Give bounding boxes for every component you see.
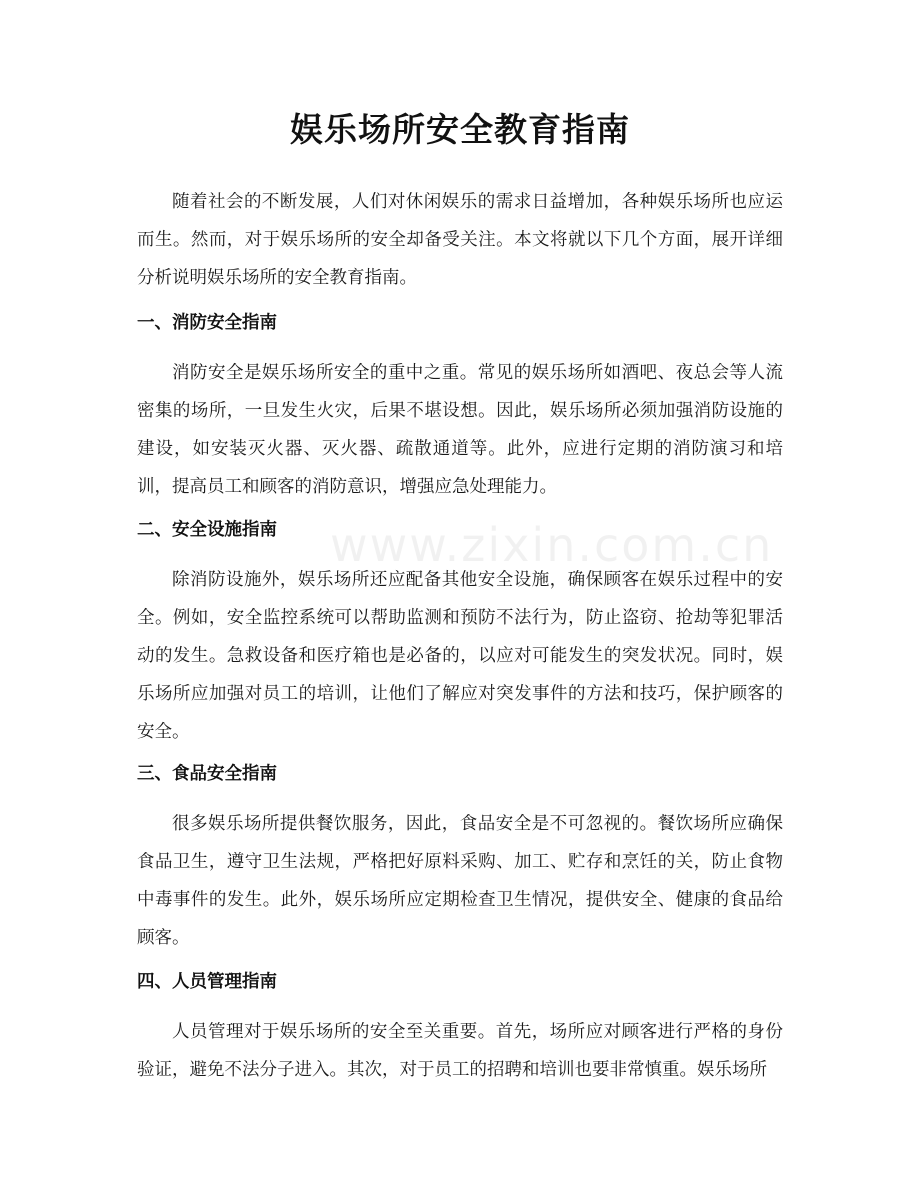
section-heading-fire-safety: 一、消防安全指南 [137,313,277,333]
section-body-food-safety: 很多娱乐场所提供餐饮服务，因此，食品安全是不可忽视的。餐饮场所应确保食品卫生，遵守卫生法规，严格把好原料采购、加工、贮存和烹饪的关，防止食物中毒事件的发生。此外，娱乐场所应定期检查卫生情况，提供安全、健康的食品给顾客。 [137,814,783,948]
section-body-safety-facilities: 除消防设施外，娱乐场所还应配备其他安全设施，确保顾客在娱乐过程中的安全。例如，安全监控系统可以帮助监测和预防不法行为，防止盗窃、抢劫等犯罪活动的发生。急救设备和医疗箱也是必备的，以应对可能发生的突发状况。同时，娱乐场所应加强对员工的培训，让他们了解应对突发事件的方法和技巧，保护顾客的安全。 [137,570,783,742]
section-heading-food-safety: 三、食品安全指南 [137,764,277,784]
section-body-fire-safety: 消防安全是娱乐场所安全的重中之重。常见的娱乐场所如酒吧、夜总会等人流密集的场所，一旦发生火灾，后果不堪设想。因此，娱乐场所必须加强消防设施的建设，如安装灭火器、灭火器、疏散通道等。此外，应进行定期的消防演习和培训，提高员工和顾客的消防意识，增强应急处理能力。 [137,363,783,497]
watermark-text: www.zixin.com.cn [330,518,774,572]
section-body-personnel-management: 人员管理对于娱乐场所的安全至关重要。首先，场所应对顾客进行严格的身份验证，避免不法分子进入。其次，对于员工的招聘和培训也要非常慎重。娱乐场所 [137,1022,783,1080]
section-heading-personnel-management: 四、人员管理指南 [137,972,277,992]
page-title: 娱乐场所安全教育指南 [290,110,630,149]
section-heading-safety-facilities: 二、安全设施指南 [137,520,277,540]
intro-paragraph: 随着社会的不断发展，人们对休闲娱乐的需求日益增加，各种娱乐场所也应运而生。然而，对于娱乐场所的安全却备受关注。本文将就以下几个方面，展开详细分析说明娱乐场所的安全教育指南。 [137,192,783,288]
